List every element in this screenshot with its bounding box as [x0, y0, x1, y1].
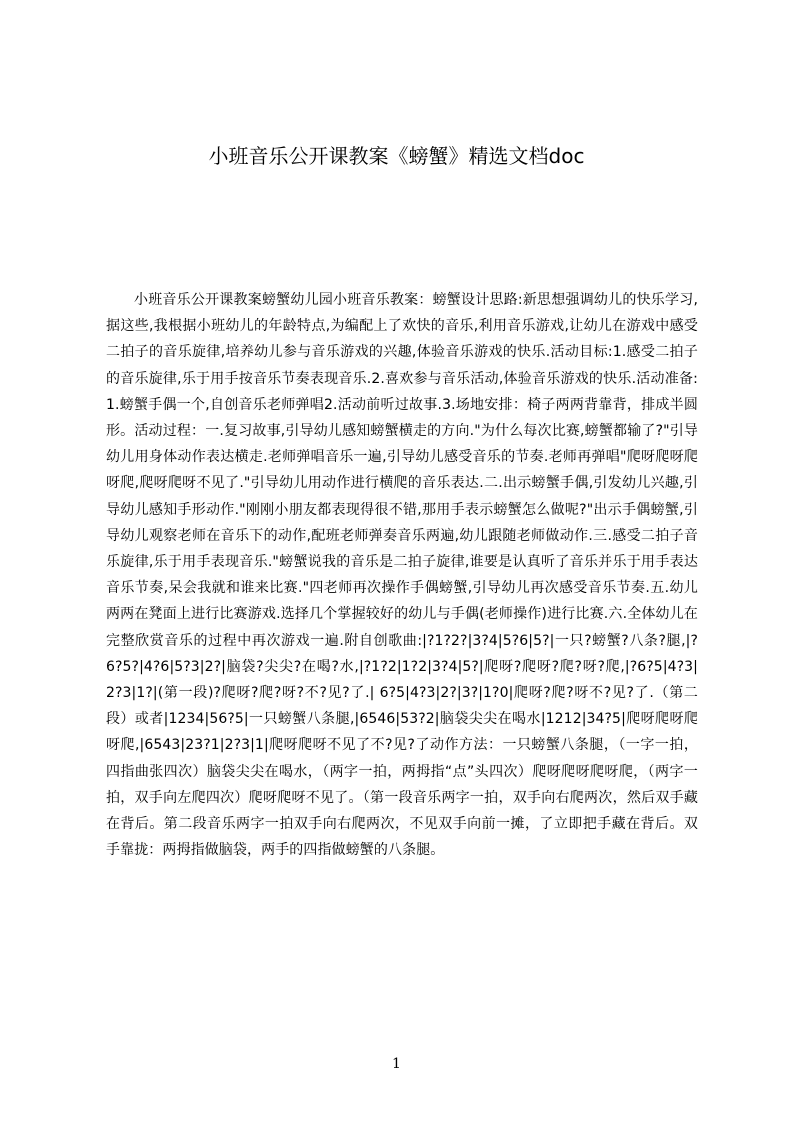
- document-body-paragraph: 小班音乐公开课教案螃蟹幼儿园小班音乐教案：螃蟹设计思路:新思想强调幼儿的快乐学习,据这些,我根据小班幼儿的年龄特点,为编配上了欢快的音乐,利用音乐游戏,让幼儿在游戏中感受二拍子的音乐旋律,培养幼儿参与音乐游戏的兴趣,体验音乐游戏的快乐.活动目标:1.感受二拍子的音乐旋律,乐于用手按音乐节奏表现音乐.2.喜欢参与音乐活动,体验音乐游戏的快乐.活动准备:1.螃蟹手偶一个,自创音乐老师弹唱2.活动前听过故事.3.场地安排：椅子两两背靠背，排成半圆形。活动过程：一.复习故事,引导幼儿感知螃蟹横走的方向."为什么每次比赛,螃蟹都输了?"引导幼儿用身体动作表达横走.老师弹唱音乐一遍,引导幼儿感受音乐的节奏.老师再弹唱"爬呀爬呀爬呀爬,爬呀爬呀不见了."引导幼儿用动作进行横爬的音乐表达.二.出示螃蟹手偶,引发幼儿兴趣,引导幼儿感知手形动作."刚刚小朋友都表现得很不错,那用手表示螃蟹怎么做呢?"出示手偶螃蟹,引导幼儿观察老师在音乐下的动作,配班老师弹奏音乐两遍,幼儿跟随老师做动作.三.感受二拍子音乐旋律,乐于用手表现音乐."螃蟹说我的音乐是二拍子旋律,谁要是认真听了音乐并乐于用手表达音乐节奏,呆会我就和谁来比赛."四老师再次操作手偶螃蟹,引导幼儿再次感受音乐节奏.五.幼儿两两在凳面上进行比赛游戏.选择几个掌握较好的幼儿与手偶(老师操作)进行比赛.六.全体幼儿在完整欣赏音乐的过程中再次游戏一遍.附自创歌曲:|?1?2?|3?4|5?6|5?|一只?螃蟹?八条?腿,|?6?5?|4?6|5?3|2?|脑袋?尖尖?在喝?水,|?1?2|1?2|3?4|5?|爬呀?爬呀?爬?呀?爬,|?6?5|4?3|2?3|1?|(第一段)?爬呀?爬?呀?不?见?了.| 6?5|4?3|2?|3?|1?0|爬呀?爬?呀不?见?了.（第二段）或者|1234|56?5|一只螃蟹八条腿,|6546|53?2|脑袋尖尖在喝水|1212|34?5|爬呀爬呀爬呀爬,|6543|23?1|2?3|1|爬呀爬呀不见了不?见?了动作方法：一只螃蟹八条腿，（一字一拍，四指曲张四次）脑袋尖尖在喝水，（两字一拍，两拇指“点”头四次）爬呀爬呀爬呀爬，（两字一拍，双手向左爬四次）爬呀爬呀不见了。（第一段音乐两字一拍，双手向右爬两次，然后双手藏在背后。第二段音乐两字一拍双手向右爬两次，不见双手向前一摊，了立即把手藏在背后。双手靠拢：两拇指做脑袋，两手的四指做螃蟹的八条腿。: [106, 292, 698, 859]
- document-title: 小班音乐公开课教案《螃蟹》精选文档doc: [208, 144, 585, 168]
- page-number: 1: [392, 1056, 401, 1072]
